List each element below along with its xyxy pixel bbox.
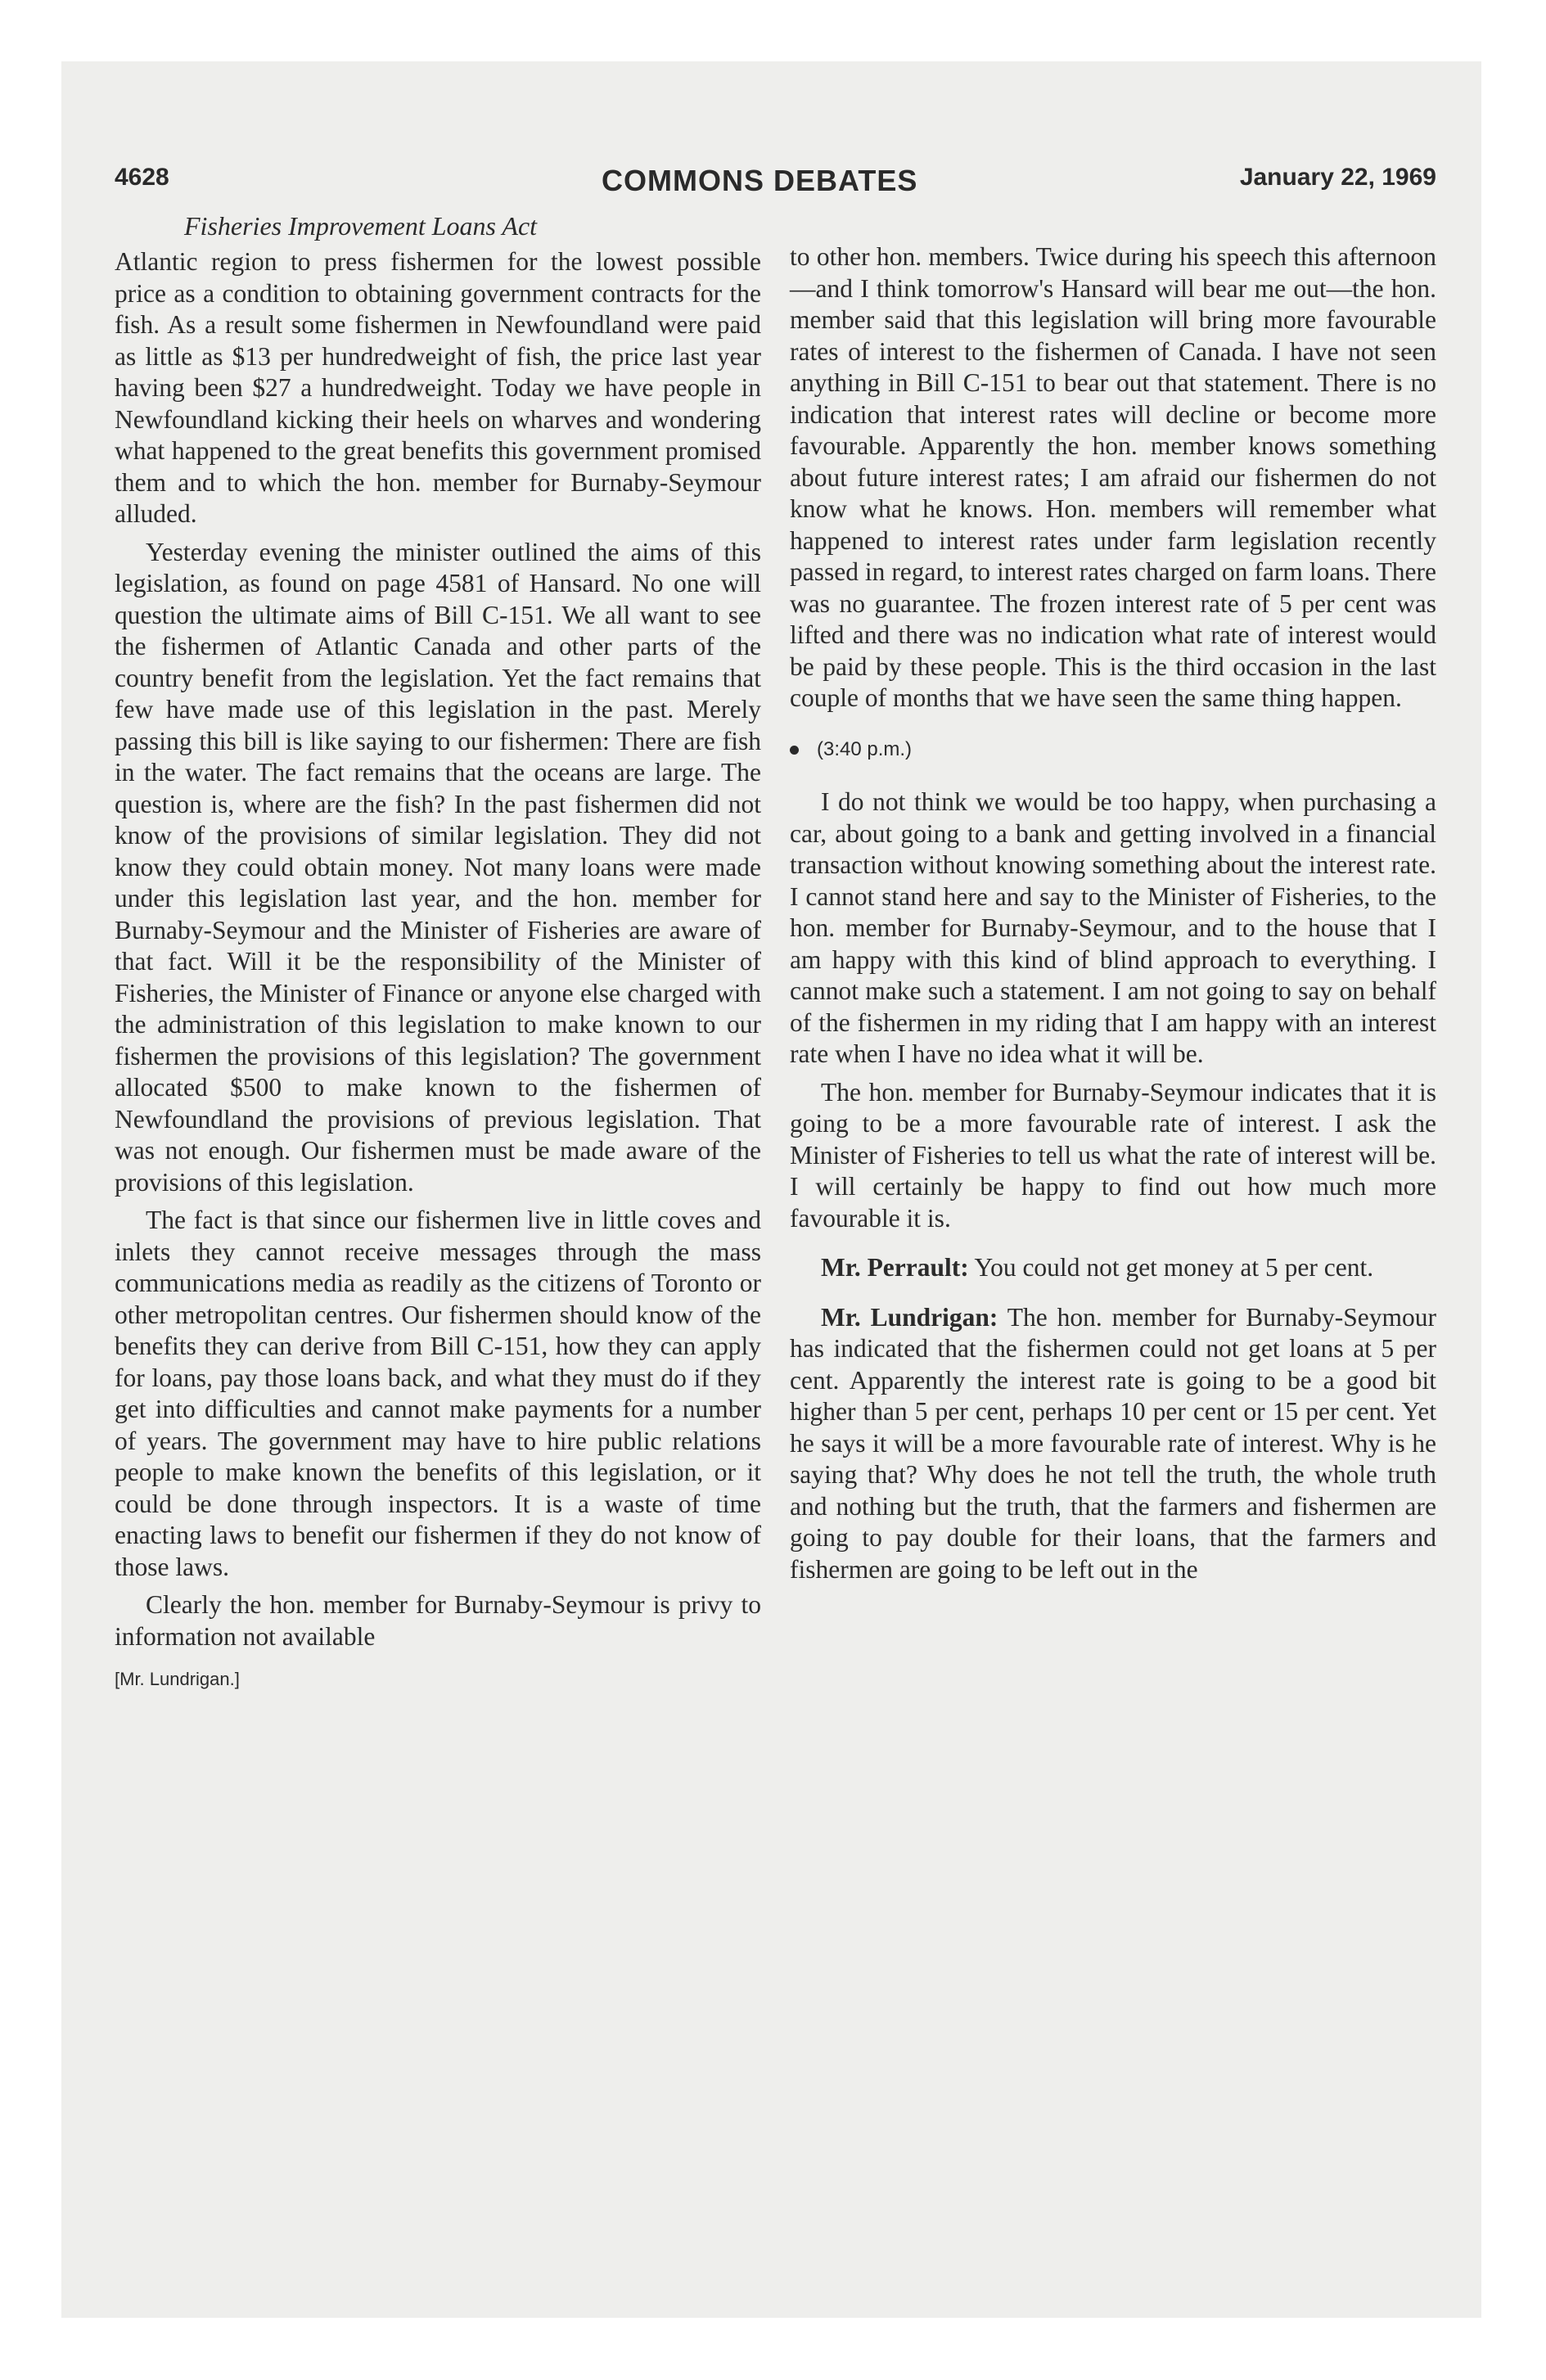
paragraph: The fact is that since our fishermen live in little coves and inlets they cannot receive messages through the mass communications media as readily as the citizens of Toronto or other metropolitan centres. Our fishermen should know of the benefits they can derive from Bill C-151, how they can apply for loans, pay those loans back, and what they must do if they get into difficulties and cannot make payments for a number of years. The government may have to hire public relations people to make known the benefits of this legislation, or it could be done through inspectors. It is a waste of time enacting laws to benefit our fishermen if they do not know of those laws. bbox=[115, 1206, 761, 1581]
paragraph: to other hon. members. Twice during his speech this afternoon—and I think tomorrow's Hansard will bear me out—the hon. member said that this legislation will bring more favourable rates of interest to the fishermen of Canada. I have not seen anything in Bill C-151 to bear out that statement. There is no indication that interest rates will decline or become more favourable. Apparently the hon. member knows something about future interest rates; I am afraid our fishermen do not know what he knows. Hon. members will remember what happened to interest rates under farm legislation recently passed in regard, to interest rates charged on farm loans. There was no guarantee. The frozen interest rate of 5 per cent was lifted and there was no indication what rate of interest would be paid by these people. This is the third occasion in the last couple of months that we have seen the same thing happen. bbox=[790, 242, 1436, 712]
time-stamp bbox=[790, 734, 1436, 766]
speech-text: You could not get money at 5 per cent. bbox=[974, 1253, 1374, 1282]
page-number: 4628 bbox=[115, 164, 169, 191]
page-header bbox=[115, 164, 1436, 205]
speaker-name: Mr. Perrault: bbox=[821, 1253, 969, 1282]
bullet-icon bbox=[790, 746, 799, 755]
journal-title: COMMONS DEBATES bbox=[602, 164, 918, 197]
paragraph: I do not think we would be too happy, when purchasing a car, about going to a bank and getting involved in a financial transaction without knowing something about the interest rate. I cannot stand here and say to the Minister of Fisheries, to the hon. member for Burnaby-Seymour, and to the house that I am happy with this kind of blind approach to everything. I cannot make such a statement. I am not going to say on behalf of the fishermen in my riding that I am happy with an interest rate when I have no idea what it will be. bbox=[790, 787, 1436, 1068]
paragraph: The hon. member for Burnaby-Seymour indicates that it is going to be a more favourable rate of interest. I ask the Minister of Fisheries to tell us what the rate of interest will be. I will certainly be happy to find out how much more favourable it is. bbox=[790, 1077, 1436, 1233]
left-column bbox=[115, 209, 761, 1696]
paragraph: Atlantic region to press fishermen for the lowest possible price as a condition to obtaining government contracts for the fish. As a result some fishermen in Newfoundland were paid as little as $13 per hundredweight of fish, the price last year having been $27 a hundredweight. Today we have people in Newfoundland kicking their heels on wharves and wondering what happened to the great benefits this government promised them and to which the hon. member for Burnaby-Seymour alluded. bbox=[115, 247, 761, 528]
reply bbox=[790, 1302, 1436, 1586]
speaker-attribution: [Mr. Lundrigan.] bbox=[115, 1669, 240, 1689]
paragraph: Yesterday evening the minister outlined the aims of this legislation, as found on page 4581 of Hansard. No one will question the ultimate aims of Bill C-151. We all want to see the fishermen of Atlantic Canada and other parts of the country benefit from the legislation. Yet the fact remains that few have made use of this legislation in the past. Merely passing this bill is like saying to our fishermen: There are fish in the water. The fact remains that the oceans are large. The question is, where are the fish? In the past fishermen did not know of the provisions of similar legislation. They did not know they could obtain money. Not many loans were made under this legislation last year, and the hon. member for Burnaby-Seymour and the Minister of Fisheries are aware of that fact. Will it be the responsibility of the Minister of Fisheries, the Minister of Finance or anyone else charged with the administration of this legislation to make known to our fishermen the provisions of this legislation? The government allocated $500 to make known to the fishermen of Newfoundland the provisions of previous legislation. That was not enough. Our fishermen must be made aware of the provisions of this legislation. bbox=[115, 537, 761, 1197]
time-stamp-text: (3:40 p.m.) bbox=[817, 737, 913, 760]
right-column bbox=[790, 241, 1436, 1585]
speaker-name: Mr. Lundrigan: bbox=[821, 1302, 998, 1332]
page-date: January 22, 1969 bbox=[1239, 164, 1436, 191]
paragraph: Clearly the hon. member for Burnaby-Seymour is privy to information not available bbox=[115, 1590, 761, 1651]
interjection bbox=[790, 1252, 1436, 1284]
section-title: Fisheries Improvement Loans Act bbox=[184, 211, 538, 241]
speech-text: The hon. member for Burnaby-Seymour has indicated that the fishermen could not get loans at 5 per cent. Apparently the interest rate is going to be a good bit higher than 5 per cent, perhaps 10 per cent or 15 per cent. Yet he says it will be a more favourable rate of interest. Why is he saying that? Why does he not tell the truth, the whole truth and nothing but the truth, that the farmers and fishermen are going to pay double for their loans, that the farmers and fishermen are going to be left out in the bbox=[790, 1302, 1436, 1584]
